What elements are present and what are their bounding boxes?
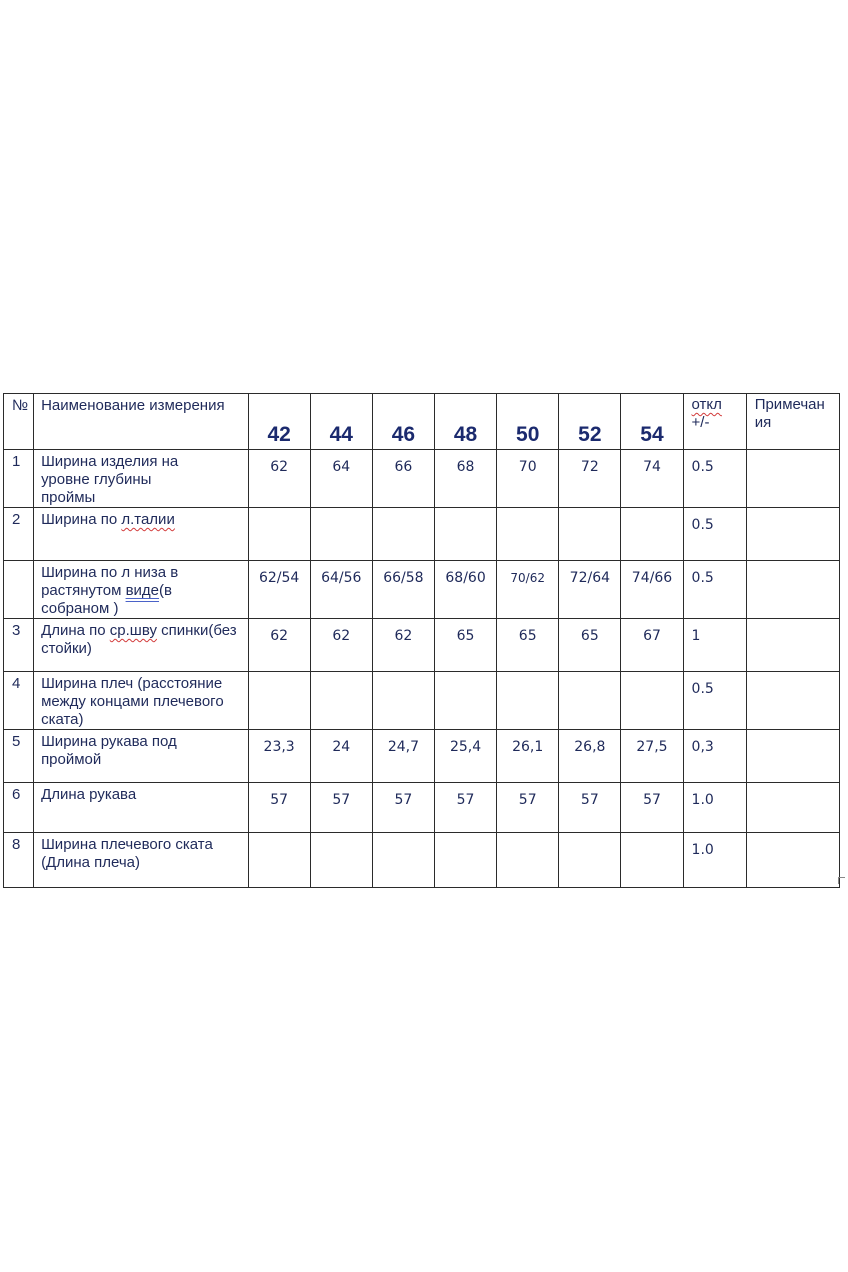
row-num: 4 — [4, 672, 34, 730]
note-cell — [746, 730, 839, 783]
header-size-42: 42 — [248, 394, 310, 450]
value-cell: 57 — [372, 783, 434, 833]
value-cell: 26,1 — [497, 730, 559, 783]
value-cell: 57 — [434, 783, 496, 833]
value-cell: 65 — [434, 619, 496, 672]
note-cell — [746, 783, 839, 833]
value-cell: 57 — [621, 783, 683, 833]
row-name-suffix: спинки(без стойки) — [41, 622, 237, 657]
value-cell — [310, 508, 372, 561]
value-cell: 62 — [248, 619, 310, 672]
row-num: 1 — [4, 450, 34, 508]
value-cell: 57 — [559, 783, 621, 833]
tolerance-cell: 1.0 — [683, 833, 746, 888]
note-cell — [746, 833, 839, 888]
value-cell — [621, 508, 683, 561]
tolerance-cell: 0.5 — [683, 561, 746, 619]
measurement-table — [3, 393, 840, 888]
header-size-46: 46 — [372, 394, 434, 450]
value-cell — [372, 833, 434, 888]
table-row — [4, 561, 840, 619]
value-cell: 57 — [248, 783, 310, 833]
value-cell: 62 — [248, 450, 310, 508]
value-cell: 72 — [559, 450, 621, 508]
value-cell: 67 — [621, 619, 683, 672]
row-name-text: Ширина рукава под проймой — [41, 733, 177, 768]
value-cell — [248, 672, 310, 730]
note-cell — [746, 450, 839, 508]
row-num: 3 — [4, 619, 34, 672]
table-header-row — [4, 394, 840, 450]
row-name: Ширина плеч (расстояние между концами плечевого ската) — [34, 672, 249, 730]
row-name — [34, 619, 249, 672]
value-cell: 64 — [310, 450, 372, 508]
row-num: 2 — [4, 508, 34, 561]
note-cell — [746, 672, 839, 730]
table-row — [4, 508, 840, 561]
table-row — [4, 450, 840, 508]
value-cell: 70/62 — [497, 561, 559, 619]
note-cell — [746, 619, 839, 672]
value-cell: 62 — [310, 619, 372, 672]
value-cell: 25,4 — [434, 730, 496, 783]
value-cell: 23,3 — [248, 730, 310, 783]
value-cell: 68/60 — [434, 561, 496, 619]
value-cell: 62 — [372, 619, 434, 672]
value-cell — [497, 508, 559, 561]
header-note-line2: ия — [754, 414, 772, 431]
header-size-52: 52 — [559, 394, 621, 450]
tolerance-cell: 1.0 — [683, 783, 746, 833]
value-cell — [434, 508, 496, 561]
header-note-line1: Примечан — [754, 396, 825, 413]
value-cell — [559, 672, 621, 730]
value-cell — [248, 508, 310, 561]
value-cell — [310, 833, 372, 888]
table-row — [4, 833, 840, 888]
row-num: 6 — [4, 783, 34, 833]
value-cell — [621, 833, 683, 888]
value-cell: 27,5 — [621, 730, 683, 783]
value-cell: 72/64 — [559, 561, 621, 619]
note-cell — [746, 508, 839, 561]
table-row — [4, 783, 840, 833]
value-cell — [497, 672, 559, 730]
row-name — [34, 450, 249, 508]
row-num — [4, 561, 34, 619]
header-name: Наименование измерения — [34, 394, 249, 450]
table-row — [4, 730, 840, 783]
row-name-text: Ширина по л низа в растянутом — [41, 564, 179, 599]
header-size-44: 44 — [310, 394, 372, 450]
row-name-marked: виде — [125, 582, 160, 599]
value-cell: 65 — [497, 619, 559, 672]
value-cell — [310, 672, 372, 730]
table-row — [4, 619, 840, 672]
header-tolerance-word: откл — [691, 396, 722, 413]
row-name: Длина рукава — [34, 783, 249, 833]
tolerance-cell: 0,3 — [683, 730, 746, 783]
value-cell: 65 — [559, 619, 621, 672]
row-name: Ширина плечевого ската (Длина плеча) — [34, 833, 249, 888]
value-cell: 68 — [434, 450, 496, 508]
value-cell — [621, 672, 683, 730]
value-cell — [559, 508, 621, 561]
tolerance-cell: 1 — [683, 619, 746, 672]
row-name-text: Длина по — [41, 622, 110, 639]
value-cell — [372, 672, 434, 730]
row-name-marked: ср.шву — [109, 622, 157, 639]
header-note — [746, 394, 839, 450]
table-row — [4, 672, 840, 730]
value-cell: 64/56 — [310, 561, 372, 619]
row-num: 8 — [4, 833, 34, 888]
value-cell — [497, 833, 559, 888]
header-tolerance — [683, 394, 746, 450]
row-name-text: Ширина изделия на уровне глубины проймы — [41, 453, 179, 506]
value-cell — [434, 833, 496, 888]
row-name — [34, 508, 249, 561]
header-num: № — [4, 394, 34, 450]
row-name-text: Ширина по — [41, 511, 122, 528]
tolerance-cell: 0.5 — [683, 672, 746, 730]
value-cell — [559, 833, 621, 888]
tolerance-cell: 0.5 — [683, 508, 746, 561]
value-cell: 57 — [310, 783, 372, 833]
value-cell — [372, 508, 434, 561]
value-cell: 74/66 — [621, 561, 683, 619]
header-size-54: 54 — [621, 394, 683, 450]
value-cell: 26,8 — [559, 730, 621, 783]
value-cell: 62/54 — [248, 561, 310, 619]
value-cell: 66 — [372, 450, 434, 508]
value-cell: 24 — [310, 730, 372, 783]
header-size-48: 48 — [434, 394, 496, 450]
value-cell: 57 — [497, 783, 559, 833]
value-cell — [248, 833, 310, 888]
value-cell: 24,7 — [372, 730, 434, 783]
row-name — [34, 561, 249, 619]
value-cell: 66/58 — [372, 561, 434, 619]
tolerance-cell: 0.5 — [683, 450, 746, 508]
row-name — [34, 730, 249, 783]
row-name-suffix: (в собраном ) — [41, 582, 172, 617]
header-tolerance-sign: +/- — [691, 414, 710, 431]
value-cell: 70 — [497, 450, 559, 508]
header-size-50: 50 — [497, 394, 559, 450]
row-num: 5 — [4, 730, 34, 783]
note-cell — [746, 561, 839, 619]
value-cell: 74 — [621, 450, 683, 508]
table-end-marker — [838, 877, 845, 884]
value-cell — [434, 672, 496, 730]
row-name-marked: л.талии — [121, 511, 175, 528]
